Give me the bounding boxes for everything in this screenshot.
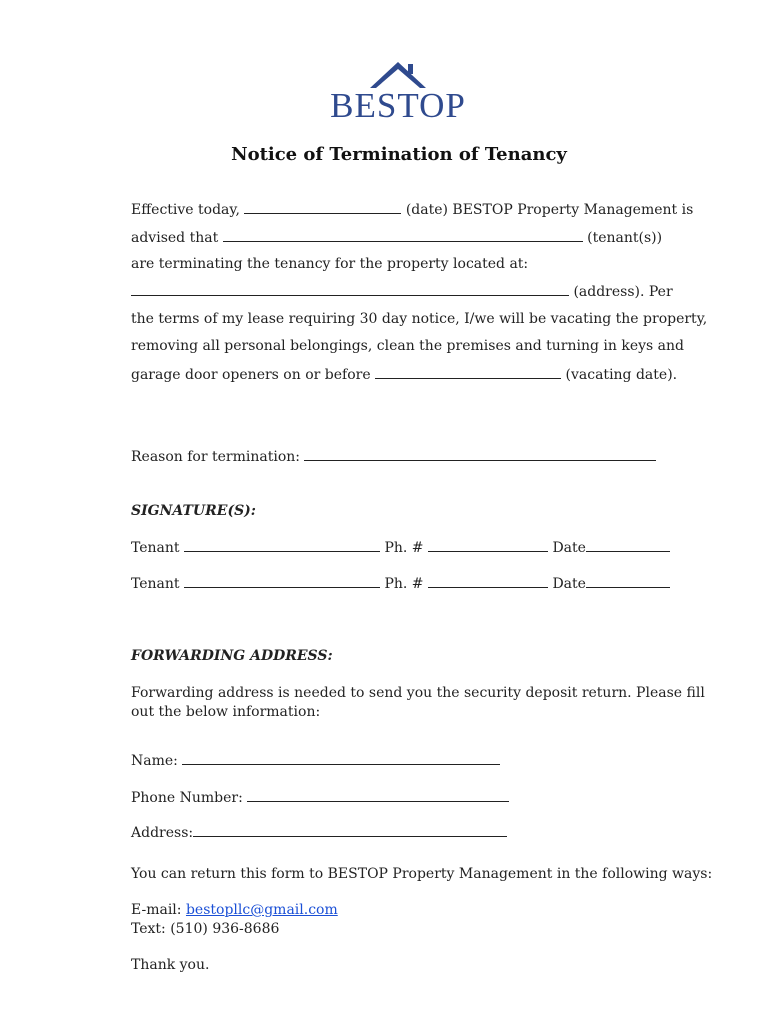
date-blank[interactable] xyxy=(586,573,670,588)
phone-blank[interactable] xyxy=(428,573,548,588)
signature-row-1: Tenant Ph. # Date xyxy=(131,537,670,558)
signatures-heading: SIGNATURE(S): xyxy=(131,503,256,519)
company-logo xyxy=(328,60,468,124)
vacating-date-blank[interactable] xyxy=(375,364,561,379)
date-blank[interactable] xyxy=(586,537,670,552)
tenants-blank[interactable] xyxy=(223,227,583,242)
paragraph-line-3: are terminating the tenancy for the property located at: xyxy=(131,256,529,272)
phone-blank[interactable] xyxy=(428,537,548,552)
thank-you: Thank you. xyxy=(131,957,210,973)
return-instructions: You can return this form to BESTOP Property Management in the following ways: xyxy=(131,866,713,882)
signature-row-2: Tenant Ph. # Date xyxy=(131,573,670,594)
address-field-line: Address: xyxy=(131,822,507,843)
paragraph-line-6: removing all personal belongings, clean the premises and turning in keys and xyxy=(131,338,684,354)
paragraph-line-2: advised that (tenant(s)) xyxy=(131,227,662,248)
name-field-line: Name: xyxy=(131,750,500,771)
tenant-signature-blank[interactable] xyxy=(184,573,380,588)
reason-line: Reason for termination: xyxy=(131,446,656,467)
phone-field-line: Phone Number: xyxy=(131,787,509,808)
paragraph-line-7: garage door openers on or before (vacating date). xyxy=(131,364,677,385)
address-blank[interactable] xyxy=(131,281,569,296)
forwarding-intro-line-1: Forwarding address is needed to send you the security deposit return. Please fill xyxy=(131,685,705,701)
text-line: Text: (510) 936-8686 xyxy=(131,921,280,937)
email-line: E-mail: bestopllc@gmail.com xyxy=(131,902,338,918)
forwarding-heading: FORWARDING ADDRESS: xyxy=(131,648,333,664)
logo-text: BESTOP xyxy=(330,86,466,125)
forwarding-intro-line-2: out the below information: xyxy=(131,704,321,720)
email-link[interactable]: bestopllc@gmail.com xyxy=(185,902,338,918)
house-roof-icon xyxy=(370,60,426,88)
date-blank[interactable] xyxy=(244,199,401,214)
tenant-signature-blank[interactable] xyxy=(184,537,380,552)
phone-number-blank[interactable] xyxy=(247,787,509,802)
page-title: Notice of Termination of Tenancy xyxy=(231,144,567,165)
forwarding-address-blank[interactable] xyxy=(193,822,507,837)
paragraph-line-1: Effective today, (date) BESTOP Property Management is xyxy=(131,199,693,220)
paragraph-line-5: the terms of my lease requiring 30 day notice, I/we will be vacating the property, xyxy=(131,311,708,327)
paragraph-line-4: (address). Per xyxy=(131,281,673,302)
reason-blank[interactable] xyxy=(304,446,656,461)
name-blank[interactable] xyxy=(182,750,500,765)
